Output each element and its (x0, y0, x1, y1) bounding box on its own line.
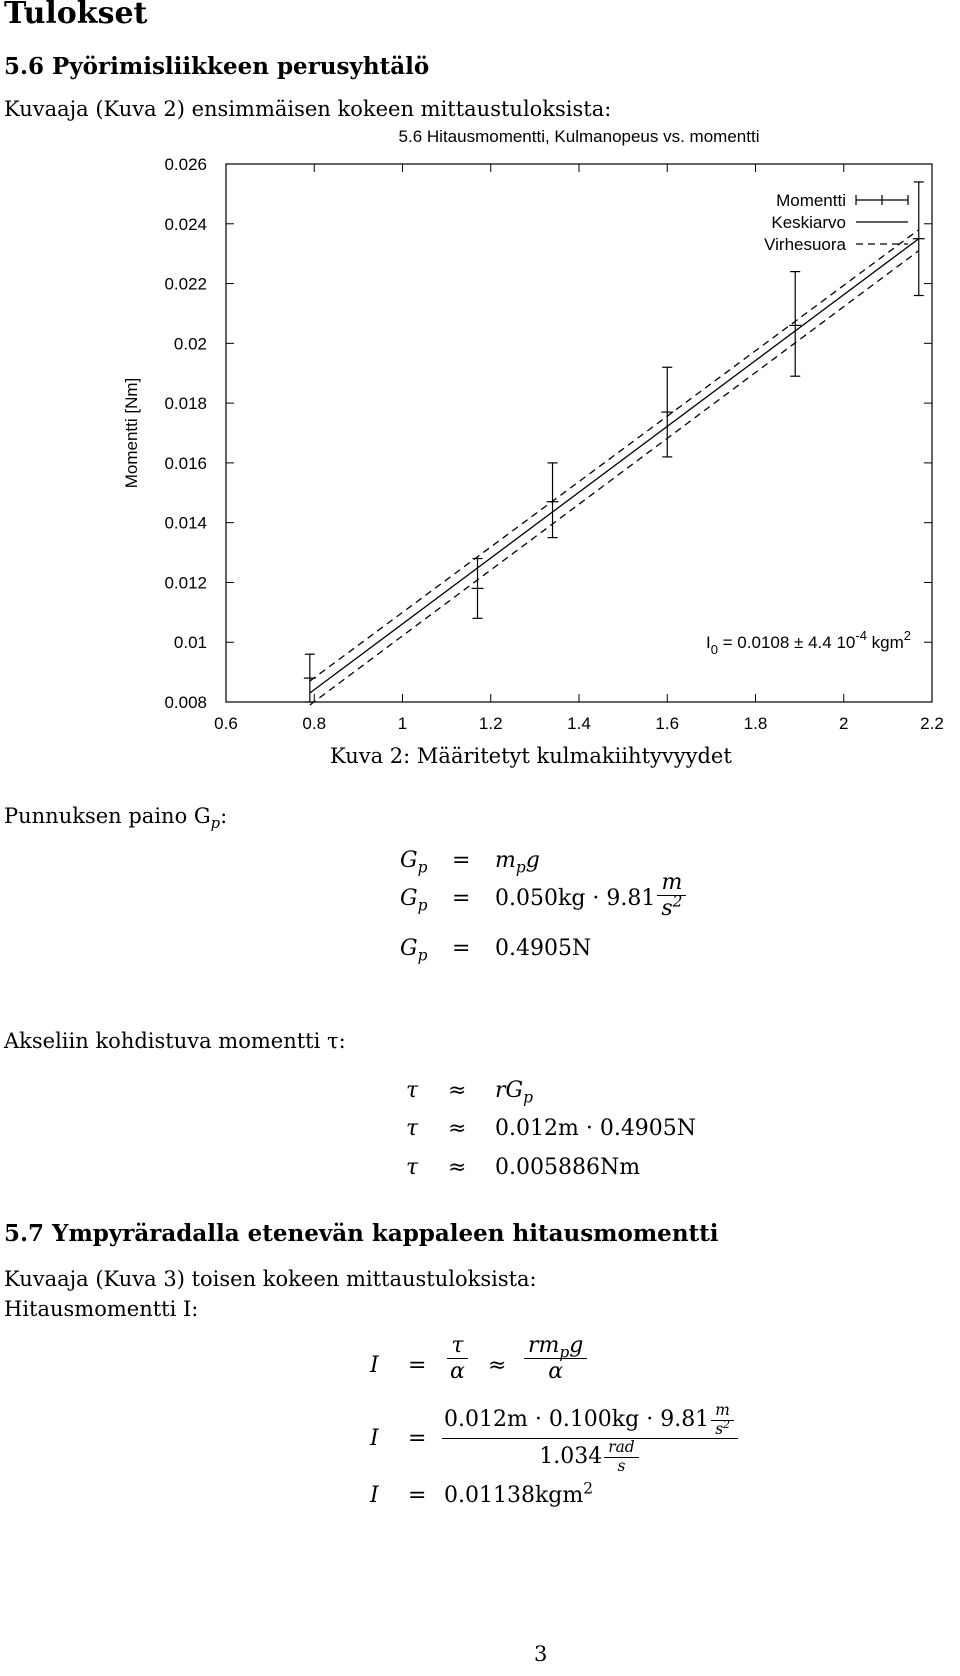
annotation-part: kgm (866, 633, 904, 653)
frac-den-value: 1.034 (539, 1444, 603, 1470)
annotation-part: I (705, 633, 711, 653)
eq-lhs-symbol: G (400, 936, 418, 961)
eq-fraction-num: m (657, 870, 686, 896)
y-tick-label: 0.012 (164, 573, 207, 593)
weight-label-sub: p (210, 815, 221, 833)
y-axis-label: Momentti [Nm] (122, 377, 141, 489)
x-tick-label: 1.2 (478, 714, 503, 733)
x-tick-label: 2 (839, 714, 849, 733)
eq-rhs-sub: p (515, 858, 526, 877)
eq-lhs-symbol: G (400, 886, 418, 911)
eq-lhs: I (370, 1353, 379, 1378)
eq-fraction-tau-alpha (444, 1333, 471, 1385)
inertia-equation-1 (0, 1333, 960, 1399)
eq-fraction-den (657, 892, 686, 922)
frac-den-unit (604, 1439, 638, 1475)
eq-relation: = (452, 936, 471, 961)
x-tick-label: 1.6 (655, 714, 680, 733)
eq-lhs: τ (406, 1155, 419, 1180)
annotation-part: 0 (710, 642, 718, 658)
eq-lhs (400, 848, 428, 877)
eq-relation: = (408, 1353, 427, 1378)
eq-lhs: I (370, 1483, 379, 1508)
frac-num-sub: p (559, 1343, 570, 1362)
y-tick-label: 0.02 (173, 334, 207, 354)
eq-rhs-sub: p (523, 1088, 533, 1107)
frac-den: α (548, 1359, 564, 1385)
section-heading-5-7: 5.7 Ympyräradalla etenevän kappaleen hitausmomentti (4, 1220, 719, 1247)
eq-lhs (400, 886, 428, 915)
eq-rhs-part: m (495, 848, 516, 873)
page-number: 3 (534, 1642, 548, 1666)
intro-text-5-6: Kuvaaja (Kuva 2) ensimmäisen kokeen mittaustuloksista: (4, 97, 612, 121)
torque-label: Akseliin kohdistuva momentti τ: (4, 1029, 346, 1053)
eq-rhs-value: 0.01138kgm (444, 1483, 584, 1508)
chart-annotation (706, 628, 911, 657)
eq-rhs (495, 1078, 533, 1107)
legend-label: Keskiarvo (771, 213, 846, 232)
y-tick-label: 0.026 (164, 155, 207, 174)
eq-fraction-den-sup: 2 (672, 892, 683, 911)
eq-rhs (495, 870, 688, 922)
eq-rhs: 0.005886Nm (495, 1155, 641, 1180)
weight-equation-2 (0, 870, 960, 936)
unit-den-sup: 2 (723, 1417, 730, 1431)
error-line (310, 230, 919, 681)
y-tick-label: 0.024 (164, 214, 207, 234)
eq-lhs-sub: p (417, 858, 428, 877)
frac-num-a: rm (528, 1333, 560, 1358)
frac-den: α (450, 1359, 465, 1385)
eq-rhs (444, 1479, 594, 1508)
eq-rhs (495, 848, 540, 877)
eq-relation: ≈ (448, 1078, 467, 1103)
eq-lhs: τ (406, 1078, 419, 1103)
eq-relation: = (408, 1426, 427, 1451)
chapter-title: Tulokset (4, 0, 148, 31)
eq-lhs: τ (406, 1116, 419, 1141)
y-tick-label: 0.022 (164, 274, 207, 294)
y-tick-label: 0.01 (173, 633, 207, 653)
x-tick-label: 1.8 (743, 714, 768, 733)
unit-den-base: s (715, 1419, 724, 1438)
section-heading-5-6: 5.6 Pyörimisliikkeen perusyhtälö (4, 53, 430, 80)
x-tick-label: 0.8 (302, 714, 327, 733)
chart (0, 0, 960, 740)
eq-approx: ≈ (488, 1353, 507, 1378)
eq-rhs-sup: 2 (583, 1479, 594, 1498)
eq-lhs (400, 936, 428, 965)
y-tick-label: 0.014 (164, 513, 207, 533)
eq-relation: ≈ (448, 1116, 467, 1141)
eq-lhs-symbol: G (400, 848, 418, 873)
legend-label: Momentti (776, 191, 846, 210)
unit-den: s (617, 1457, 626, 1476)
eq-rhs-value: 0.050kg · 9.81 (495, 886, 656, 912)
weight-label (4, 804, 228, 833)
y-tick-label: 0.008 (164, 693, 207, 712)
eq-lhs-sub: p (417, 946, 428, 965)
eq-relation: = (452, 848, 471, 873)
figure-caption: Kuva 2: Määritetyt kulmakiihtyvyydet (330, 744, 732, 768)
weight-label-end: : (220, 804, 228, 828)
eq-rhs-part-b: g (525, 848, 540, 873)
x-tick-label: 0.6 (214, 714, 238, 733)
inertia-label: Hitausmomentti I: (4, 1297, 199, 1321)
unit-num: rad (604, 1439, 638, 1458)
x-tick-label: 2.2 (920, 714, 944, 733)
frac-den (535, 1439, 644, 1475)
x-tick-label: 1 (397, 714, 408, 733)
eq-rhs-part: rG (495, 1078, 524, 1103)
eq-rhs: 0.4905N (495, 936, 592, 961)
eq-lhs-sub: p (417, 896, 428, 915)
legend-label: Virhesuora (764, 235, 846, 254)
unit-num: m (711, 1402, 734, 1421)
eq-big-fraction (440, 1402, 740, 1476)
y-tick-label: 0.018 (164, 394, 207, 414)
mean-line (310, 239, 919, 693)
frac-num: τ (447, 1333, 467, 1359)
eq-fraction-den-base: s (661, 896, 673, 922)
inertia-equation-2 (0, 1402, 960, 1482)
eq-relation: ≈ (448, 1155, 467, 1180)
frac-num (442, 1402, 738, 1439)
eq-rhs: 0.012m · 0.4905N (495, 1116, 697, 1141)
eq-lhs: I (370, 1426, 379, 1451)
unit-den (711, 1417, 734, 1439)
eq-relation: = (408, 1483, 427, 1508)
x-tick-label: 1.4 (567, 714, 591, 733)
frac-num (524, 1333, 587, 1362)
annotation-part: = 0.0108 ± 4.4 10 (717, 633, 856, 653)
annotation-part: -4 (855, 628, 867, 644)
frac-num-b: g (569, 1333, 584, 1358)
frac-num-unit (711, 1402, 734, 1438)
frac-num-value: 0.012m · 0.100kg · 9.81 (444, 1407, 710, 1433)
weight-label-text: Punnuksen paino G (4, 804, 211, 828)
y-tick-label: 0.016 (164, 453, 207, 473)
eq-fraction-rmpg-alpha (522, 1333, 589, 1385)
chart-title: 5.6 Hitausmomentti, Kulmanopeus vs. momentti (398, 127, 760, 146)
eq-relation: = (452, 886, 471, 911)
eq-fraction (657, 870, 686, 922)
intro-text-5-7: Kuvaaja (Kuva 3) toisen kokeen mittaustuloksista: (4, 1267, 537, 1291)
annotation-part: 2 (903, 628, 911, 644)
